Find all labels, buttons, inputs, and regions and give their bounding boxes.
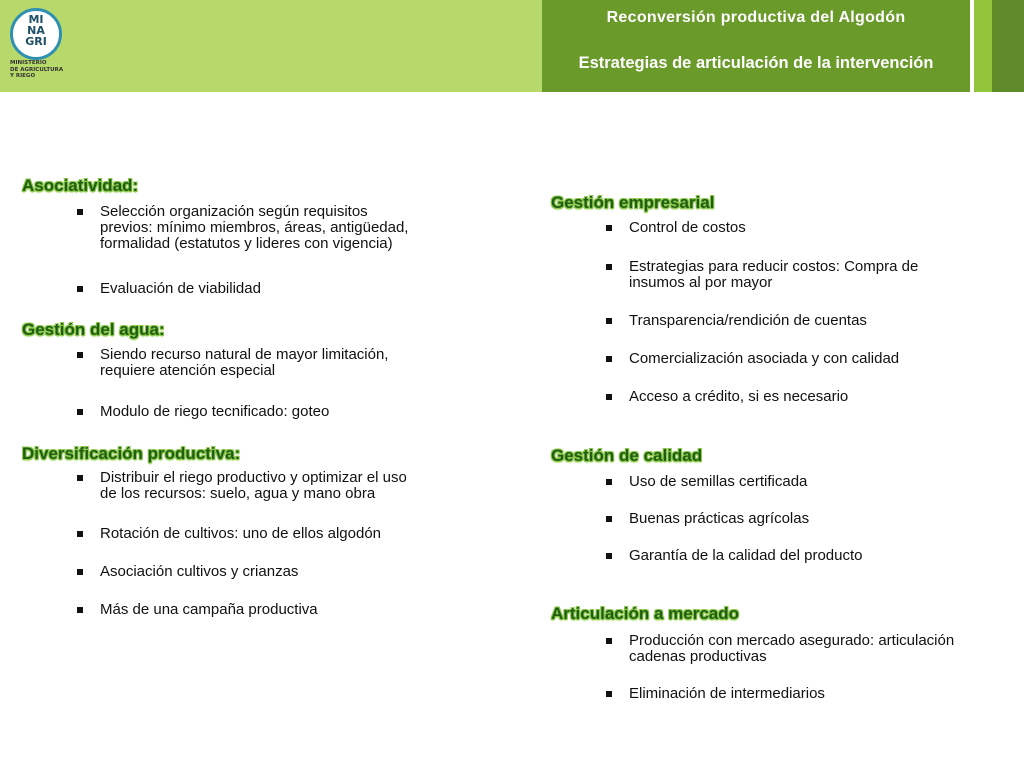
slide-title: Reconversión productiva del Algodón: [606, 9, 906, 26]
list-item: Asociación cultivos y crianzas: [100, 564, 298, 580]
list-item: Garantía de la calidad del producto: [629, 548, 863, 564]
logo-wordmark: MI NA GRI: [25, 13, 47, 48]
list-item: Distribuir el riego productivo y optimizar el uso de los recursos: suelo, agua y mano obra: [100, 470, 407, 502]
bullet-icon: [77, 531, 83, 537]
section-title-asociatividad: Asociatividad:: [22, 176, 139, 195]
bullet-icon: [606, 356, 612, 362]
bullet-icon: [606, 479, 612, 485]
list-item: Control de costos: [629, 220, 746, 236]
section-title-agua: Gestión del agua:: [22, 320, 165, 339]
section-title-calidad: Gestión de calidad: [551, 446, 703, 465]
header-stripe: [992, 0, 1024, 92]
bullet-icon: [606, 264, 612, 270]
bullet-icon: [77, 475, 83, 481]
bullet-icon: [606, 638, 612, 644]
bullet-icon: [606, 225, 612, 231]
list-item: Siendo recurso natural de mayor limitación, requiere atención especial: [100, 347, 388, 379]
list-item: Eliminación de intermediarios: [629, 686, 825, 702]
bullet-icon: [77, 607, 83, 613]
section-title-empresarial: Gestión empresarial: [551, 193, 715, 212]
bullet-icon: [606, 516, 612, 522]
list-item: Comercialización asociada y con calidad: [629, 351, 899, 367]
list-item: Transparencia/rendición de cuentas: [629, 313, 867, 329]
bullet-icon: [77, 352, 83, 358]
list-item: Acceso a crédito, si es necesario: [629, 389, 848, 405]
bullet-icon: [606, 394, 612, 400]
bullet-icon: [77, 569, 83, 575]
bullet-icon: [606, 553, 612, 559]
section-title-diversificacion: Diversificación productiva:: [22, 444, 241, 463]
list-item: Modulo de riego tecnificado: goteo: [100, 404, 329, 420]
ministry-name: MINISTERIO DE AGRICULTURA Y RIEGO: [10, 60, 64, 79]
list-item: Buenas prácticas agrícolas: [629, 511, 809, 527]
section-title-mercado: Articulación a mercado: [551, 604, 740, 623]
list-item: Selección organización según requisitos previos: mínimo miembros, áreas, antigüedad, formalidad (estatutos y lideres con vigencia): [100, 204, 408, 252]
title-block: [542, 0, 970, 92]
list-item: Producción con mercado asegurado: articulación cadenas productivas: [629, 633, 954, 665]
list-item: Rotación de cultivos: uno de ellos algodón: [100, 526, 381, 542]
bullet-icon: [77, 209, 83, 215]
list-item: Evaluación de viabilidad: [100, 281, 261, 297]
header-stripe: [974, 0, 992, 92]
list-item: Uso de semillas certificada: [629, 474, 807, 490]
bullet-icon: [77, 286, 83, 292]
bullet-icon: [606, 318, 612, 324]
slide-subtitle: Estrategias de articulación de la intervención: [578, 54, 934, 72]
list-item: Más de una campaña productiva: [100, 602, 318, 618]
list-item: Estrategias para reducir costos: Compra de insumos al por mayor: [629, 259, 918, 291]
bullet-icon: [606, 691, 612, 697]
bullet-icon: [77, 409, 83, 415]
